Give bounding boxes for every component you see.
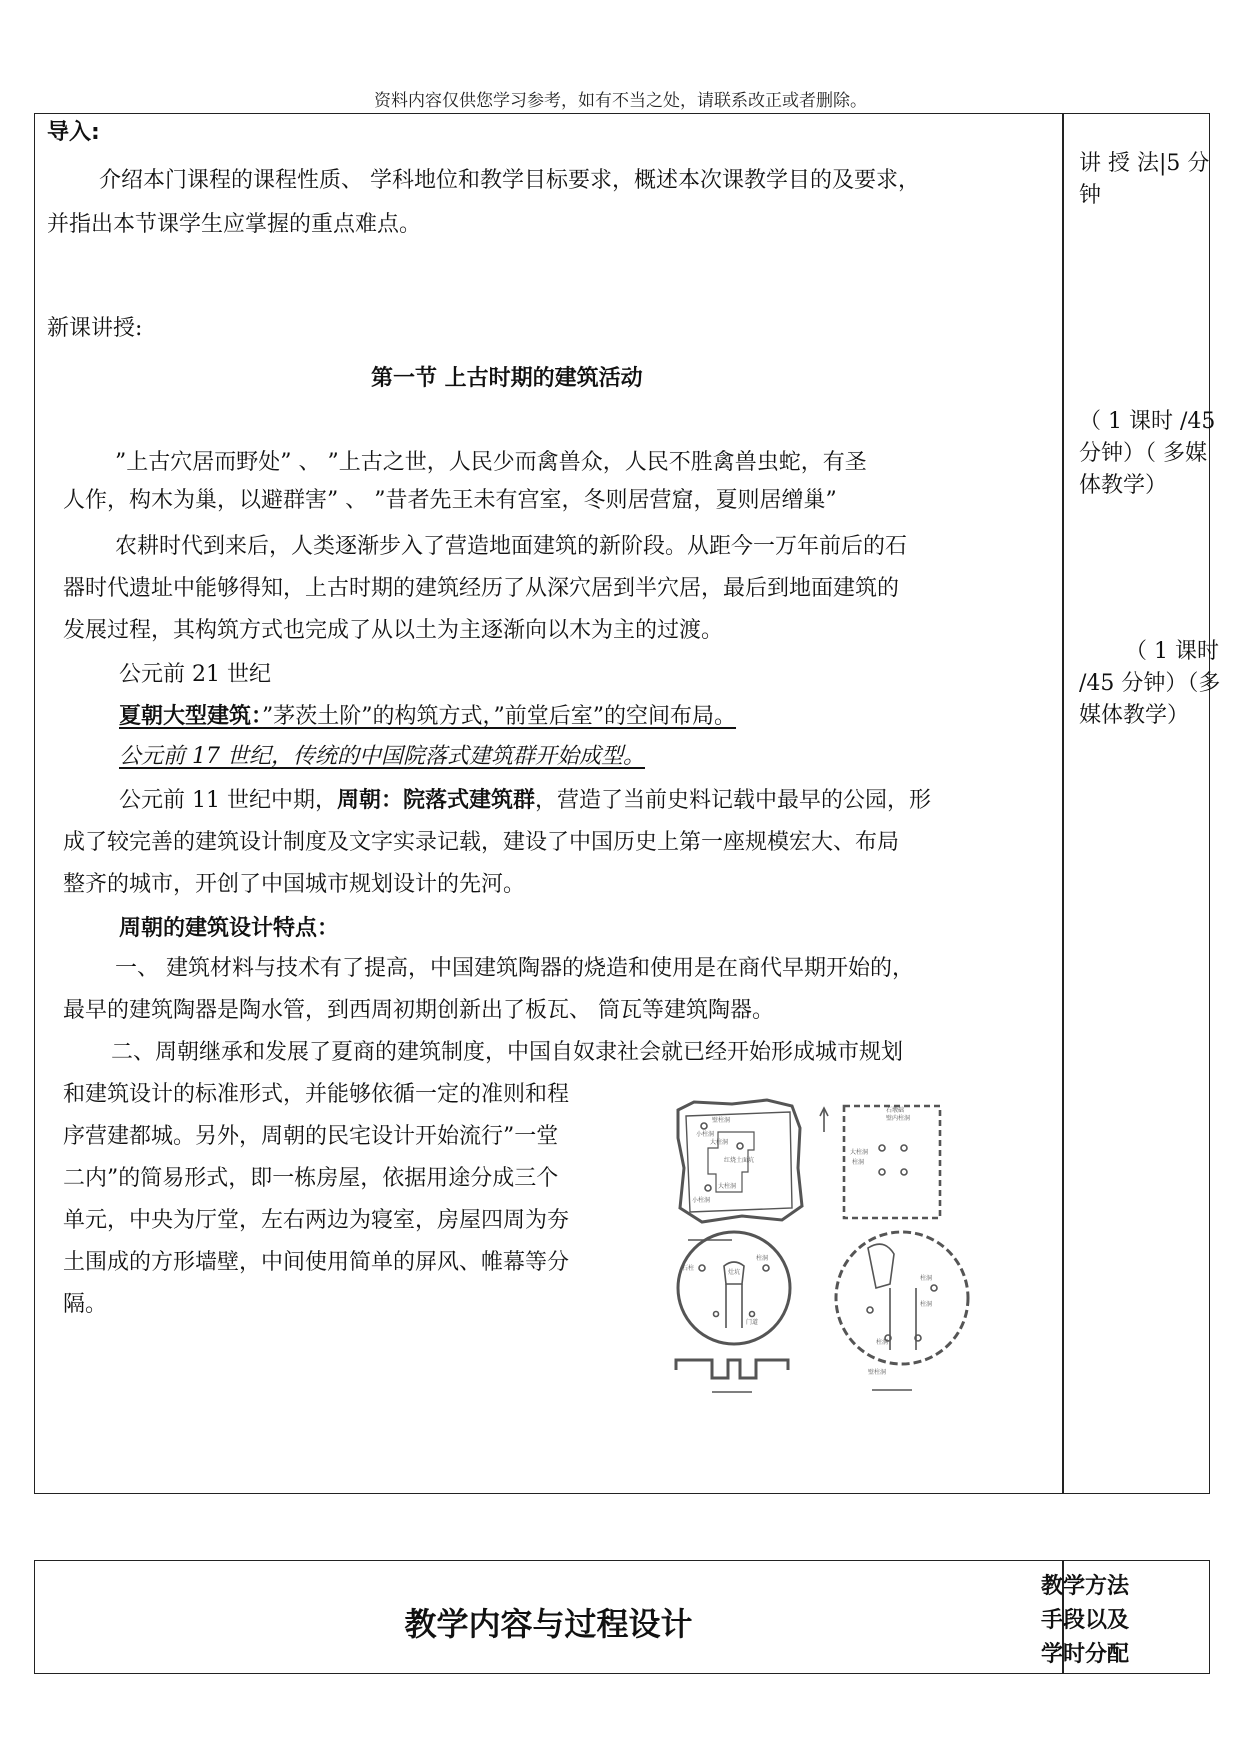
- fig-label: 柱洞: [920, 1275, 933, 1282]
- side-note-2-line-1: （ 1 课时 /45: [1079, 409, 1216, 434]
- header-note: 资料内容仅供您学习参考，如有不当之处，请联系改正或者删除。: [374, 91, 867, 111]
- feature1-line-1: 一、 建筑材料与技术有了提高，中国建筑陶器的烧造和使用是在商代早期开始的，: [115, 956, 914, 981]
- bc17-line: 公元前 17 世纪，传统的中国院落式建筑群开始成型。: [119, 744, 645, 769]
- feature2-line-5: 单元，中央为厅堂，左右两边为寝室，房屋四周为夯: [63, 1208, 570, 1233]
- zhou-line-2: 成了较完善的建筑设计制度及文字实录记载，建设了中国历史上第一座规模宏大、布局: [63, 830, 900, 855]
- quote-line-2: 人作，构木为巢，以避群害” 、 ”昔者先王未有宫室，冬则居营窟，夏则居缯巢”: [63, 488, 837, 513]
- bc21-label: 公元前 21 世纪: [119, 662, 271, 687]
- side-note-1-line-2: 钟: [1079, 183, 1102, 208]
- zhou-bold: 周朝：院落式建筑群: [336, 788, 535, 813]
- side-note-2-line-3: 体教学）: [1079, 473, 1168, 498]
- intro-heading: 导入:: [47, 120, 100, 145]
- zhou-rest: ，营造了当前史料记载中最早的公园，形: [535, 788, 932, 813]
- plan-round-left: [676, 1232, 790, 1392]
- fig-label: 柱洞: [756, 1255, 769, 1262]
- intro-line-1: 介绍本门课程的课程性质、 学科地位和教学目标要求，概述本次课教学目的及要求，: [99, 168, 920, 193]
- fig-label: 大柱洞: [850, 1149, 869, 1156]
- new-lesson-label: 新课讲授:: [47, 316, 143, 341]
- xia-label: 夏朝大型建筑：: [119, 704, 263, 729]
- fig-label: 大柱洞: [718, 1183, 737, 1190]
- fig-label: 柱洞: [852, 1159, 865, 1166]
- fig-label: 壁柱洞: [868, 1369, 887, 1376]
- plan-square-irregular: [678, 1100, 802, 1222]
- xia-line: [119, 702, 736, 732]
- zhou-line-3: 整齐的城市，开创了中国城市规划设计的先河。: [63, 872, 526, 897]
- feature2-line-6: 土围成的方形墙壁，中间使用简单的屏风、帷幕等分: [63, 1250, 570, 1275]
- fig-label: 小柱洞: [696, 1131, 715, 1138]
- plan-square-posts: [844, 1106, 940, 1218]
- fig-label: 柱洞: [876, 1339, 889, 1346]
- fig-label: 壁内柱洞: [886, 1115, 911, 1122]
- zhou-features-heading: 周朝的建筑设计特点：: [119, 916, 340, 941]
- method-label-line-2: 手段以及: [1041, 1608, 1130, 1633]
- zhou-prefix: 公元前 11 世纪中期，: [119, 788, 337, 813]
- para1-line-3: 发展过程，其构筑方式也完成了从以土为主逐渐向以木为主的过渡。: [63, 618, 724, 643]
- north-arrow: [820, 1108, 828, 1132]
- fig-label: 石墩础: [886, 1107, 905, 1114]
- method-label-line-1: 教学方法: [1041, 1574, 1130, 1599]
- zhou-line-1: [119, 786, 931, 816]
- feature2-line-7: 隔。: [63, 1292, 108, 1317]
- fig-label: 石柱: [682, 1265, 695, 1272]
- para1-line-2: 器时代遗址中能够得知，上古时期的建筑经历了从深穴居到半穴居，最后到地面建筑的: [63, 576, 900, 601]
- intro-line-2: 并指出本节课学生应掌握的重点难点。: [47, 212, 422, 237]
- fig-label: 壁柱洞: [712, 1117, 731, 1124]
- side-note-3-line-3: 媒体教学）: [1079, 703, 1190, 728]
- design-header-table: [34, 1560, 1210, 1674]
- feature2-line-1: 二、周朝继承和发展了夏商的建筑制度，中国自奴隶社会就已经开始形成城市规划: [111, 1040, 904, 1065]
- fig-label: 门道: [746, 1319, 759, 1326]
- side-note-3-line-2: /45 分钟）（多: [1079, 671, 1221, 696]
- quote-line-1: ”上古穴居而野处” 、 ”上古之世，人民少而禽兽众，人民不胜禽兽虫蛇，有圣: [115, 450, 867, 475]
- side-note-1-line-1: 讲 授 法|5 分: [1079, 151, 1210, 176]
- fig-label: 小柱洞: [692, 1197, 711, 1204]
- side-note-3-line-1: （ 1 课时: [1125, 639, 1219, 664]
- fig-label: 红烧土面坑: [724, 1157, 755, 1164]
- xia-text: ”茅茨土阶”的构筑方式，”前堂后室”的空间布局。: [262, 704, 737, 729]
- para1-line-1: 农耕时代到来后，人类逐渐步入了营造地面建筑的新阶段。从距今一万年前后的石: [115, 534, 908, 559]
- plan-round-right: [836, 1232, 968, 1390]
- lesson-table: [34, 113, 1221, 1494]
- design-title: 教学内容与过程设计: [404, 1605, 693, 1643]
- feature2-line-2: 和建筑设计的标准形式，并能够依循一定的准则和程: [63, 1082, 570, 1107]
- fig-label: 柱洞: [920, 1301, 933, 1308]
- section-title: 第一节 上古时期的建筑活动: [371, 366, 643, 391]
- feature1-line-2: 最早的建筑陶器是陶水管，到西周初期创新出了板瓦、 筒瓦等建筑陶器。: [63, 998, 774, 1023]
- floor-plan-figure: [672, 1088, 990, 1400]
- side-note-2-line-2: 分钟）（ 多媒: [1079, 441, 1207, 466]
- feature2-line-3: 序营建都城。另外，周朝的民宅设计开始流行”一堂: [63, 1124, 559, 1149]
- fig-label: 大柱洞: [710, 1139, 729, 1146]
- fig-label: 灶坑: [728, 1269, 741, 1276]
- feature2-line-4: 二内”的简易形式，即一栋房屋，依据用途分成三个: [63, 1166, 559, 1191]
- column-divider: [1062, 114, 1064, 1493]
- method-label-line-3: 学时分配: [1041, 1642, 1130, 1667]
